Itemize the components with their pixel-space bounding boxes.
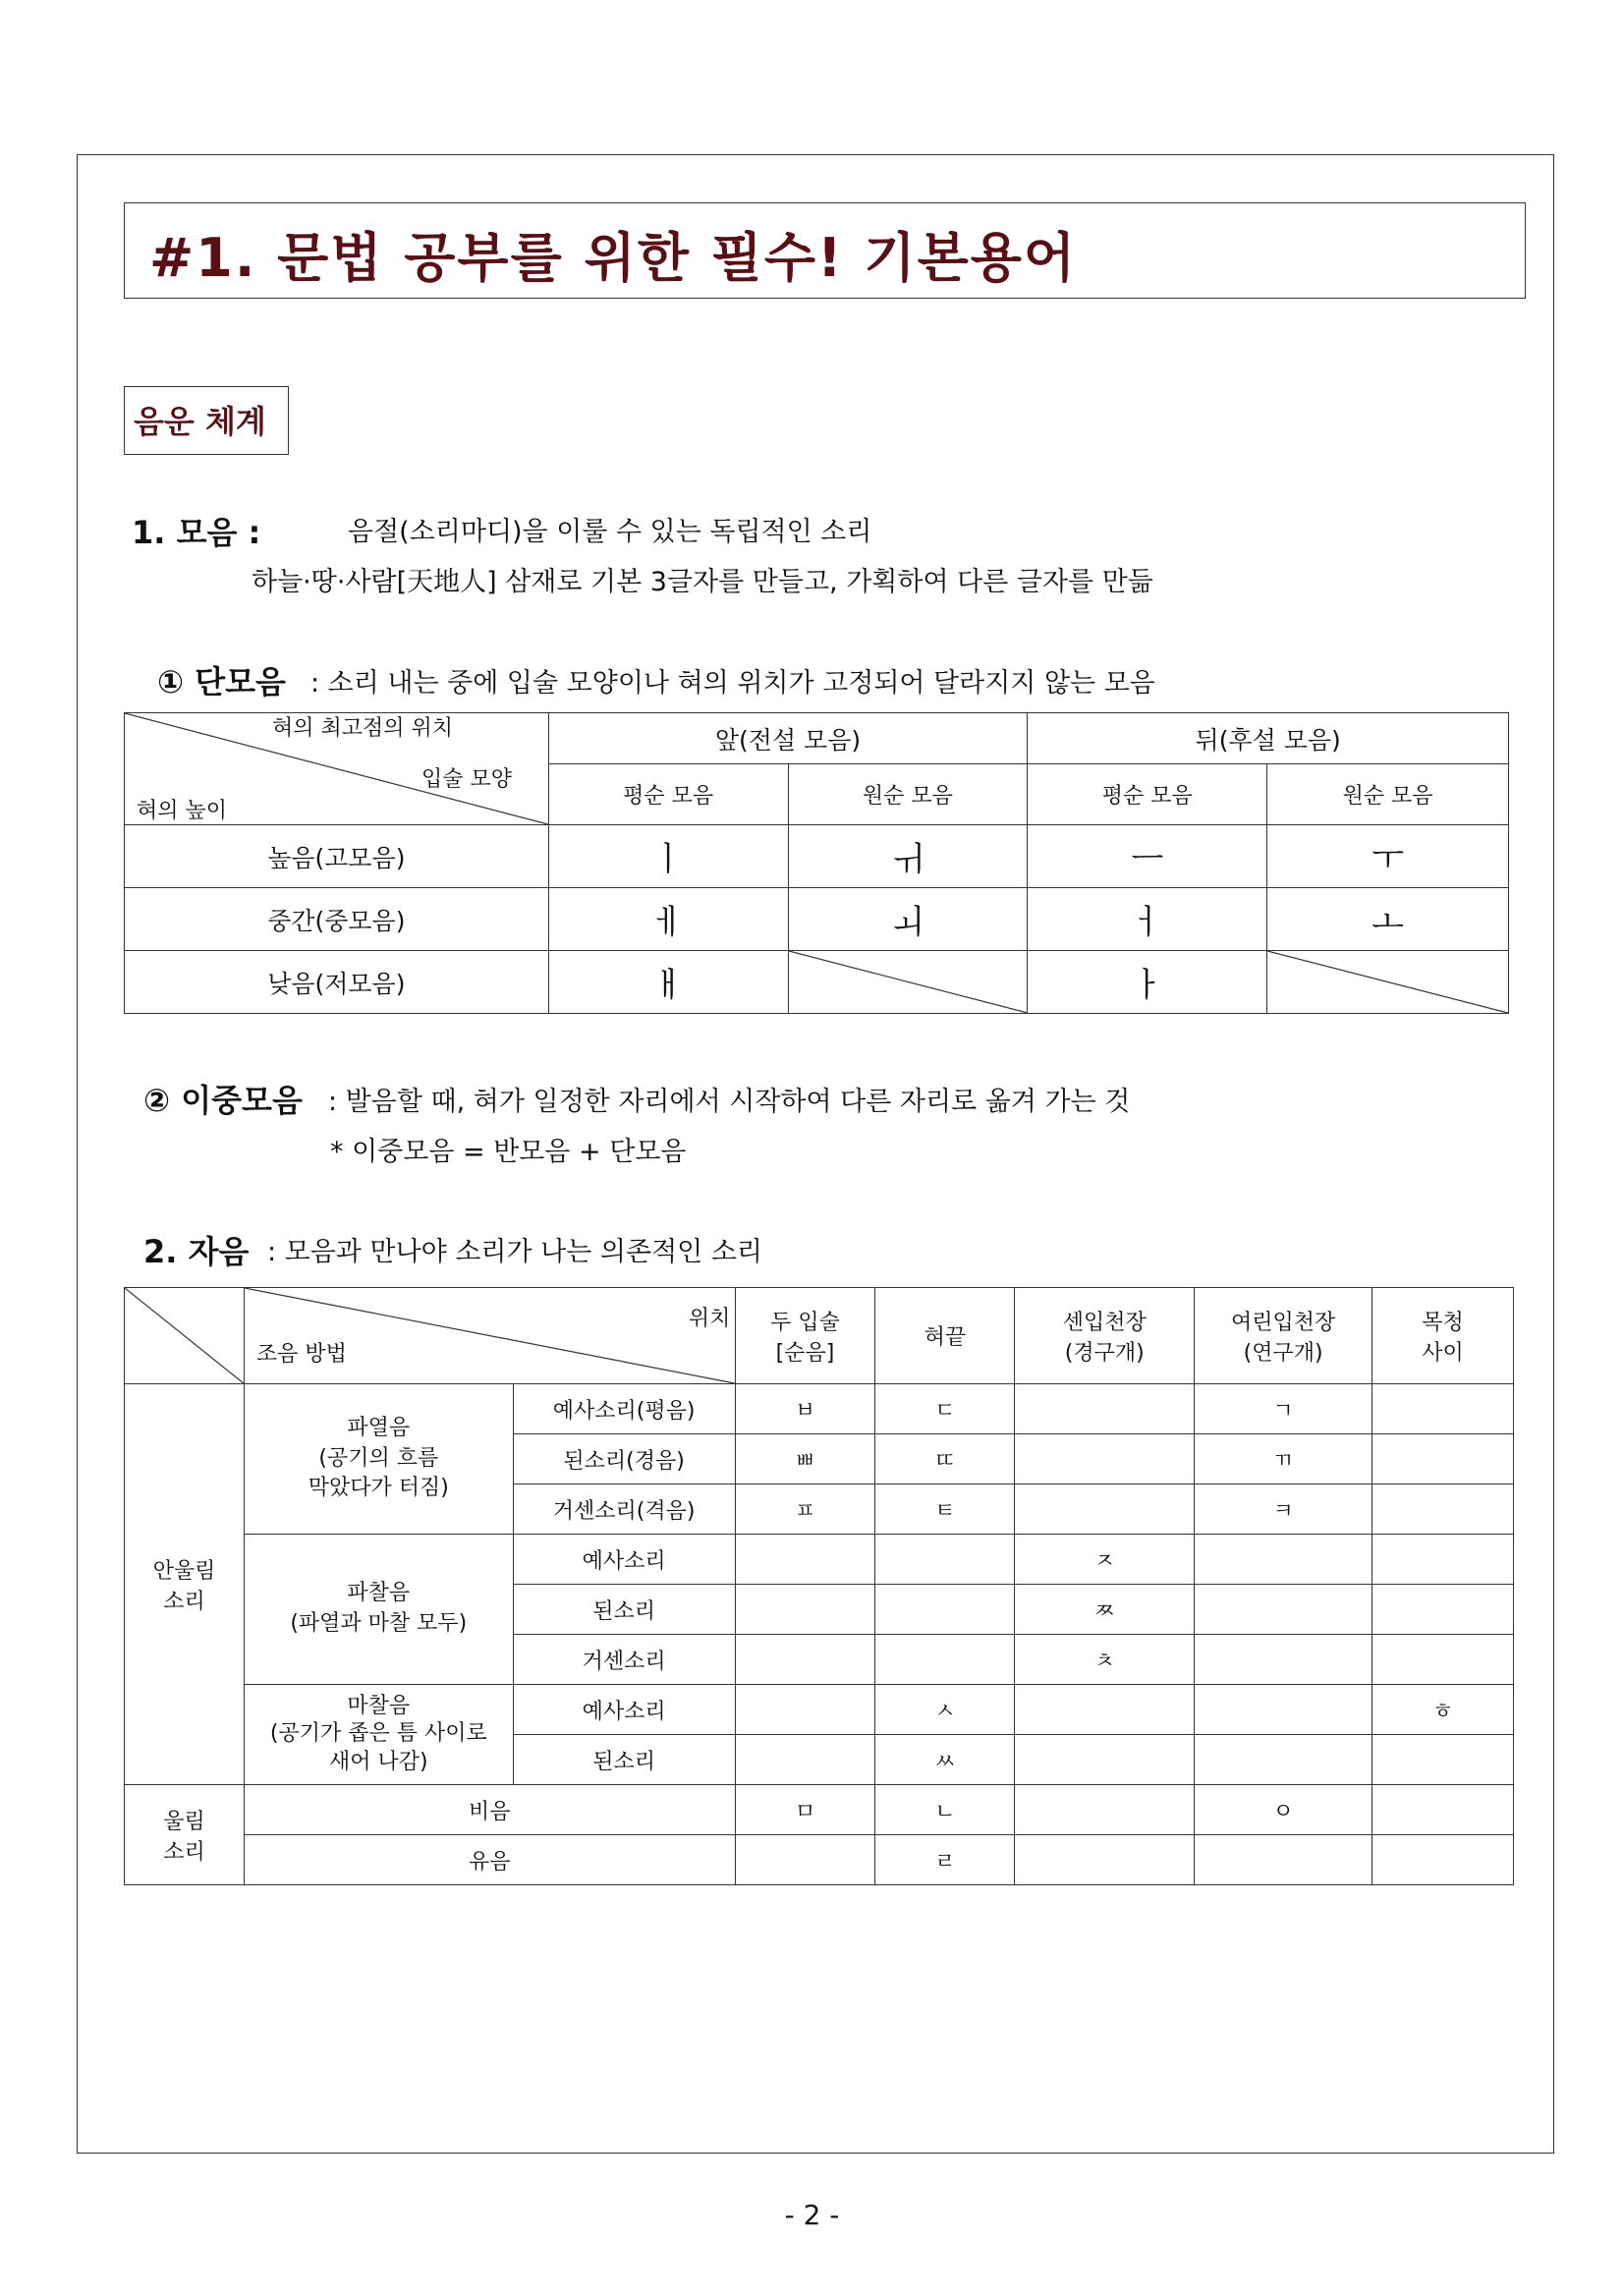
consonant-cell: ㄴ <box>875 1785 1015 1835</box>
voiced-group-label: 울림 소리 <box>125 1785 245 1885</box>
empty-cell-diagonal <box>1267 951 1508 1013</box>
consonant-cell <box>1372 1835 1514 1885</box>
empty-vowel-cell <box>788 951 1028 1014</box>
consonant-cell <box>1015 1384 1195 1434</box>
page-title: #1. 문법 공부를 위한 필수! 기본용어 <box>149 227 1078 289</box>
vowel-definition: 음절(소리마디)을 이룰 수 있는 독립적인 소리 <box>348 517 872 547</box>
consonant-cell <box>1195 1635 1372 1685</box>
consonant-cell <box>1195 1685 1372 1735</box>
consonant-cell: ㅆ <box>875 1735 1015 1785</box>
diphthong-definition: : 발음할 때, 혀가 일정한 자리에서 시작하여 다른 자리로 옮겨 가는 것 <box>328 1087 1131 1117</box>
header-palatal: 센입천장 (경구개) <box>1015 1288 1195 1384</box>
tongue-position-label: 혀의 최고점의 위치 <box>272 716 454 741</box>
consonant-cell <box>735 1835 875 1885</box>
consonant-cell: ㅉ <box>1015 1585 1195 1635</box>
header-glottal: 목청 사이 <box>1372 1288 1514 1384</box>
consonant-cell: ㅋ <box>1195 1484 1372 1535</box>
row-label: 거센소리 <box>513 1635 735 1685</box>
consonant-cell <box>1372 1785 1514 1835</box>
simple-vowel-heading: ① 단모음 <box>157 663 286 700</box>
consonant-cell: ㅇ <box>1195 1785 1372 1835</box>
consonant-cell <box>1195 1535 1372 1585</box>
consonant-cell <box>1015 1685 1195 1735</box>
vowel-heading: 1. 모음 : <box>132 514 261 551</box>
consonant-cell: ㅂ <box>735 1384 875 1434</box>
row-label: 거센소리(격음) <box>513 1484 735 1535</box>
row-label: 된소리 <box>513 1585 735 1635</box>
consonant-cell: ㅈ <box>1015 1535 1195 1585</box>
row-label: 중간(중모음) <box>125 888 549 951</box>
col-header: 원순 모음 <box>788 764 1028 825</box>
consonant-cell <box>735 1635 875 1685</box>
simple-vowel-table <box>124 712 1509 1014</box>
simple-vowel-definition: : 소리 내는 중에 입술 모양이나 혀의 위치가 고정되어 달라지지 않는 모음 <box>310 668 1155 699</box>
diphthong-heading: ② 이중모음 <box>143 1082 303 1119</box>
consonant-cell: ㄱ <box>1195 1384 1372 1434</box>
consonant-cell <box>1015 1434 1195 1484</box>
row-label: 예사소리(평음) <box>513 1384 735 1434</box>
page-number: - 2 - <box>784 2199 840 2231</box>
consonant-cell <box>1372 1484 1514 1535</box>
header-alveolar: 혀끝 <box>875 1288 1015 1384</box>
consonant-cell: ㄷ <box>875 1384 1015 1434</box>
empty-cell-diagonal <box>789 951 1028 1013</box>
consonant-corner-left <box>125 1288 245 1384</box>
vowel-cell: ㅡ <box>1028 825 1267 888</box>
consonant-cell <box>735 1735 875 1785</box>
consonant-cell <box>1015 1735 1195 1785</box>
vowel-cell: ㅣ <box>548 825 788 888</box>
consonant-cell <box>1372 1384 1514 1434</box>
consonant-cell: ㅊ <box>1015 1635 1195 1685</box>
consonant-cell <box>1372 1434 1514 1484</box>
empty-vowel-cell <box>1267 951 1509 1014</box>
consonant-cell <box>1015 1835 1195 1885</box>
section-heading: 음운 체계 <box>134 403 266 440</box>
consonant-cell <box>875 1535 1015 1585</box>
row-label: 비음 <box>244 1785 735 1835</box>
col-header: 평순 모음 <box>548 764 788 825</box>
front-vowel-header: 앞(전설 모음) <box>548 713 1028 764</box>
row-label: 된소리(경음) <box>513 1434 735 1484</box>
consonant-cell: ㅅ <box>875 1685 1015 1735</box>
col-header: 원순 모음 <box>1267 764 1509 825</box>
header-bilabial: 두 입술 [순음] <box>735 1288 875 1384</box>
vowel-description: 하늘·땅·사람[天地人] 삼재로 기본 3글자를 만들고, 가획하여 다른 글자를 만듦 <box>252 567 1153 597</box>
consonant-cell <box>1372 1635 1514 1685</box>
tongue-height-label: 혀의 높이 <box>137 799 228 823</box>
consonant-cell <box>1015 1484 1195 1535</box>
consonant-cell <box>735 1535 875 1585</box>
corner-diagonal-line <box>245 1288 735 1383</box>
row-label: 낮음(저모음) <box>125 951 549 1014</box>
consonant-cell <box>1195 1835 1372 1885</box>
vowel-table-corner <box>125 713 549 825</box>
position-label: 위치 <box>688 1307 731 1331</box>
consonant-cell <box>735 1585 875 1635</box>
vowel-cell: ㅏ <box>1028 951 1267 1014</box>
consonant-cell: ㅁ <box>735 1785 875 1835</box>
row-label: 유음 <box>244 1835 735 1885</box>
consonant-cell: ㅃ <box>735 1434 875 1484</box>
consonant-cell <box>875 1585 1015 1635</box>
vowel-cell: ㅐ <box>548 951 788 1014</box>
consonant-cell: ㄸ <box>875 1434 1015 1484</box>
consonant-cell <box>875 1635 1015 1685</box>
consonant-definition: : 모음과 만나야 소리가 나는 의존적인 소리 <box>267 1237 762 1267</box>
vowel-cell: ㅓ <box>1028 888 1267 951</box>
vowel-cell: ㅜ <box>1267 825 1509 888</box>
vowel-cell: ㅟ <box>788 825 1028 888</box>
vowel-cell: ㅚ <box>788 888 1028 951</box>
voiceless-group-label: 안울림 소리 <box>125 1384 245 1785</box>
row-label: 된소리 <box>513 1735 735 1785</box>
consonant-cell <box>1372 1735 1514 1785</box>
affricate-label: 파찰음 (파열과 마찰 모두) <box>244 1535 513 1685</box>
consonant-cell: ㅍ <box>735 1484 875 1535</box>
col-header: 평순 모음 <box>1028 764 1267 825</box>
consonant-cell <box>1372 1585 1514 1635</box>
back-vowel-header: 뒤(후설 모음) <box>1028 713 1509 764</box>
consonant-cell: ㄹ <box>875 1835 1015 1885</box>
corner-diagonal-line <box>125 1288 244 1383</box>
consonant-corner-header <box>244 1288 735 1384</box>
consonant-heading: 2. 자음 <box>143 1233 250 1270</box>
vowel-cell: ㅗ <box>1267 888 1509 951</box>
row-label: 높음(고모음) <box>125 825 549 888</box>
consonant-cell <box>1015 1785 1195 1835</box>
consonant-cell <box>1195 1585 1372 1635</box>
consonant-cell: ㄲ <box>1195 1434 1372 1484</box>
diphthong-formula: * 이중모음 = 반모음 + 단모음 <box>330 1137 687 1167</box>
header-velar: 여린입천장 (연구개) <box>1195 1288 1372 1384</box>
plosive-label: 파열음 (공기의 흐름 막았다가 터짐) <box>244 1384 513 1535</box>
consonant-cell <box>1372 1535 1514 1585</box>
fricative-label: 마찰음 (공기가 좁은 틈 사이로 새어 나감) <box>244 1685 513 1785</box>
row-label: 예사소리 <box>513 1685 735 1735</box>
consonant-cell <box>735 1685 875 1735</box>
lip-shape-label: 입술 모양 <box>421 767 513 792</box>
consonant-cell: ㅌ <box>875 1484 1015 1535</box>
consonant-cell <box>1195 1735 1372 1785</box>
consonant-table <box>124 1287 1514 1885</box>
articulation-method-label: 조음 방법 <box>255 1342 347 1367</box>
row-label: 예사소리 <box>513 1535 735 1585</box>
consonant-cell: ㅎ <box>1372 1685 1514 1735</box>
vowel-cell: ㅔ <box>548 888 788 951</box>
